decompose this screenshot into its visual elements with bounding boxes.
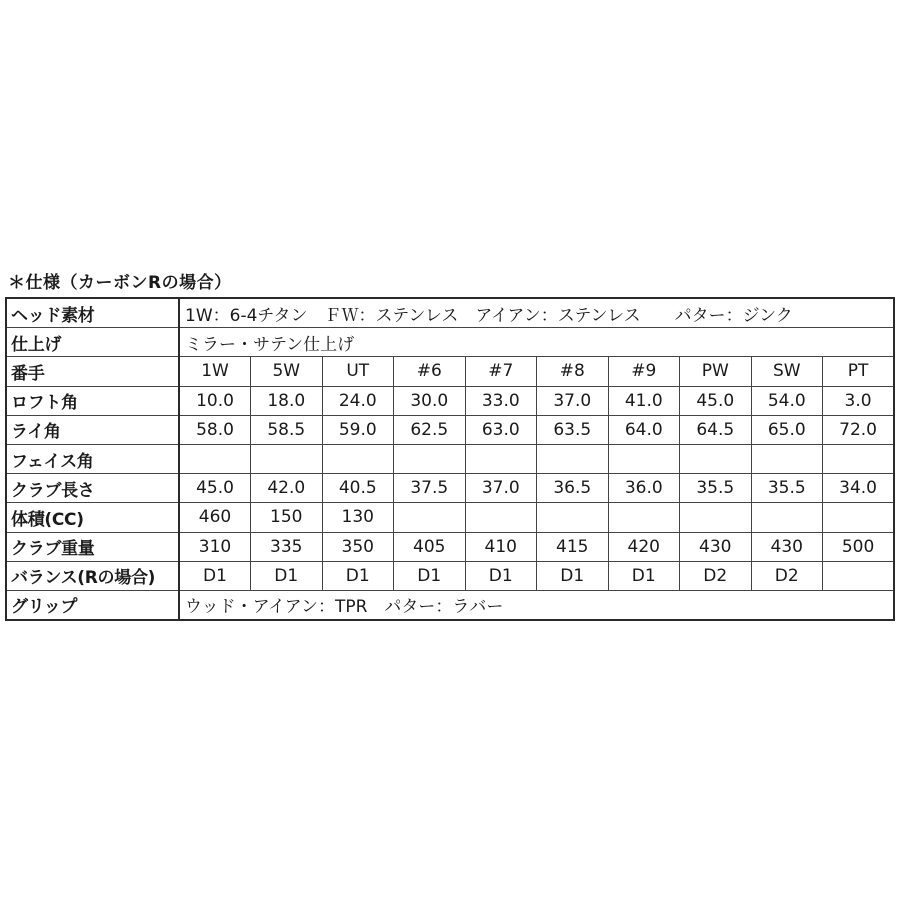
table-cell: 59.0 bbox=[322, 415, 394, 444]
table-cell: #6 bbox=[394, 357, 466, 386]
table-cell bbox=[465, 503, 537, 532]
table-cell: 5W bbox=[251, 357, 323, 386]
table-cell: 72.0 bbox=[823, 415, 895, 444]
row-label: グリップ bbox=[6, 590, 179, 620]
table-cell: #9 bbox=[608, 357, 680, 386]
table-cell: D1 bbox=[608, 561, 680, 590]
row-label: 体積(CC) bbox=[6, 503, 179, 532]
table-cell: 34.0 bbox=[823, 474, 895, 503]
table-cell bbox=[537, 503, 609, 532]
row-loft bbox=[6, 386, 894, 415]
table-cell: #7 bbox=[465, 357, 537, 386]
table-cell: 3.0 bbox=[823, 386, 895, 415]
table-cell: 18.0 bbox=[251, 386, 323, 415]
table-cell: 130 bbox=[322, 503, 394, 532]
table-cell: 37.0 bbox=[465, 474, 537, 503]
table-cell: D1 bbox=[322, 561, 394, 590]
table-cell: 54.0 bbox=[751, 386, 823, 415]
table-cell: 64.5 bbox=[680, 415, 752, 444]
row-number bbox=[6, 357, 894, 386]
row-label: クラブ重量 bbox=[6, 532, 179, 561]
table-cell bbox=[680, 503, 752, 532]
table-cell: 350 bbox=[322, 532, 394, 561]
table-cell: 10.0 bbox=[179, 386, 251, 415]
row-label: ロフト角 bbox=[6, 386, 179, 415]
table-cell: 415 bbox=[537, 532, 609, 561]
table-cell bbox=[680, 444, 752, 473]
spec-table bbox=[5, 297, 895, 621]
table-cell bbox=[751, 444, 823, 473]
table-cell bbox=[608, 444, 680, 473]
table-cell bbox=[322, 444, 394, 473]
table-cell: 62.5 bbox=[394, 415, 466, 444]
table-cell: 35.5 bbox=[680, 474, 752, 503]
row-label: フェイス角 bbox=[6, 444, 179, 473]
row-finish bbox=[6, 328, 894, 357]
table-cell bbox=[394, 444, 466, 473]
table-cell: 37.0 bbox=[537, 386, 609, 415]
table-cell: PW bbox=[680, 357, 752, 386]
table-cell: 64.0 bbox=[608, 415, 680, 444]
table-cell: 42.0 bbox=[251, 474, 323, 503]
table-cell: 410 bbox=[465, 532, 537, 561]
table-cell: D2 bbox=[680, 561, 752, 590]
grip-value: ウッド・アイアン：TPR パター：ラバー bbox=[179, 590, 894, 620]
table-cell: D1 bbox=[537, 561, 609, 590]
table-cell: 405 bbox=[394, 532, 466, 561]
table-cell: PT bbox=[823, 357, 895, 386]
table-cell: D1 bbox=[251, 561, 323, 590]
row-grip bbox=[6, 590, 894, 620]
row-face bbox=[6, 444, 894, 473]
table-cell bbox=[179, 444, 251, 473]
table-cell bbox=[251, 444, 323, 473]
table-cell: D1 bbox=[394, 561, 466, 590]
head-material-value: 1W：6-4チタン ＦＷ：ステンレス アイアン：ステンレス パター：ジンク bbox=[179, 298, 894, 328]
table-cell bbox=[823, 444, 895, 473]
table-cell: UT bbox=[322, 357, 394, 386]
table-cell bbox=[465, 444, 537, 473]
table-cell: 500 bbox=[823, 532, 895, 561]
table-cell: 24.0 bbox=[322, 386, 394, 415]
table-cell bbox=[394, 503, 466, 532]
row-weight bbox=[6, 532, 894, 561]
table-cell: 65.0 bbox=[751, 415, 823, 444]
table-cell: 30.0 bbox=[394, 386, 466, 415]
table-cell: 58.5 bbox=[251, 415, 323, 444]
row-label: 仕上げ bbox=[6, 328, 179, 357]
table-cell: SW bbox=[751, 357, 823, 386]
row-volume bbox=[6, 503, 894, 532]
table-cell: 430 bbox=[751, 532, 823, 561]
table-cell: 335 bbox=[251, 532, 323, 561]
table-cell: 35.5 bbox=[751, 474, 823, 503]
table-cell bbox=[608, 503, 680, 532]
table-cell: 36.5 bbox=[537, 474, 609, 503]
table-cell bbox=[823, 503, 895, 532]
row-label: ヘッド素材 bbox=[6, 298, 179, 328]
row-label: 番手 bbox=[6, 357, 179, 386]
table-cell: 58.0 bbox=[179, 415, 251, 444]
table-cell bbox=[537, 444, 609, 473]
table-cell: #8 bbox=[537, 357, 609, 386]
finish-value: ミラー・サテン仕上げ bbox=[179, 328, 894, 357]
table-cell: 41.0 bbox=[608, 386, 680, 415]
table-cell: 150 bbox=[251, 503, 323, 532]
table-cell: 40.5 bbox=[322, 474, 394, 503]
table-cell: 460 bbox=[179, 503, 251, 532]
table-cell: 420 bbox=[608, 532, 680, 561]
table-cell: 63.5 bbox=[537, 415, 609, 444]
row-label: クラブ長さ bbox=[6, 474, 179, 503]
table-cell: D1 bbox=[179, 561, 251, 590]
table-cell: 36.0 bbox=[608, 474, 680, 503]
row-length bbox=[6, 474, 894, 503]
table-cell bbox=[751, 503, 823, 532]
row-head-material bbox=[6, 298, 894, 328]
table-cell: 45.0 bbox=[179, 474, 251, 503]
table-cell: D2 bbox=[751, 561, 823, 590]
table-cell: 63.0 bbox=[465, 415, 537, 444]
row-lie bbox=[6, 415, 894, 444]
table-cell bbox=[823, 561, 895, 590]
table-cell: 310 bbox=[179, 532, 251, 561]
table-cell: 430 bbox=[680, 532, 752, 561]
table-cell: 45.0 bbox=[680, 386, 752, 415]
table-cell: D1 bbox=[465, 561, 537, 590]
row-label: ライ角 bbox=[6, 415, 179, 444]
row-label: バランス(Rの場合) bbox=[6, 561, 179, 590]
spec-title: ＊仕様（カーボンRの場合） bbox=[8, 273, 232, 293]
table-cell: 33.0 bbox=[465, 386, 537, 415]
table-cell: 37.5 bbox=[394, 474, 466, 503]
table-cell: 1W bbox=[179, 357, 251, 386]
row-balance bbox=[6, 561, 894, 590]
